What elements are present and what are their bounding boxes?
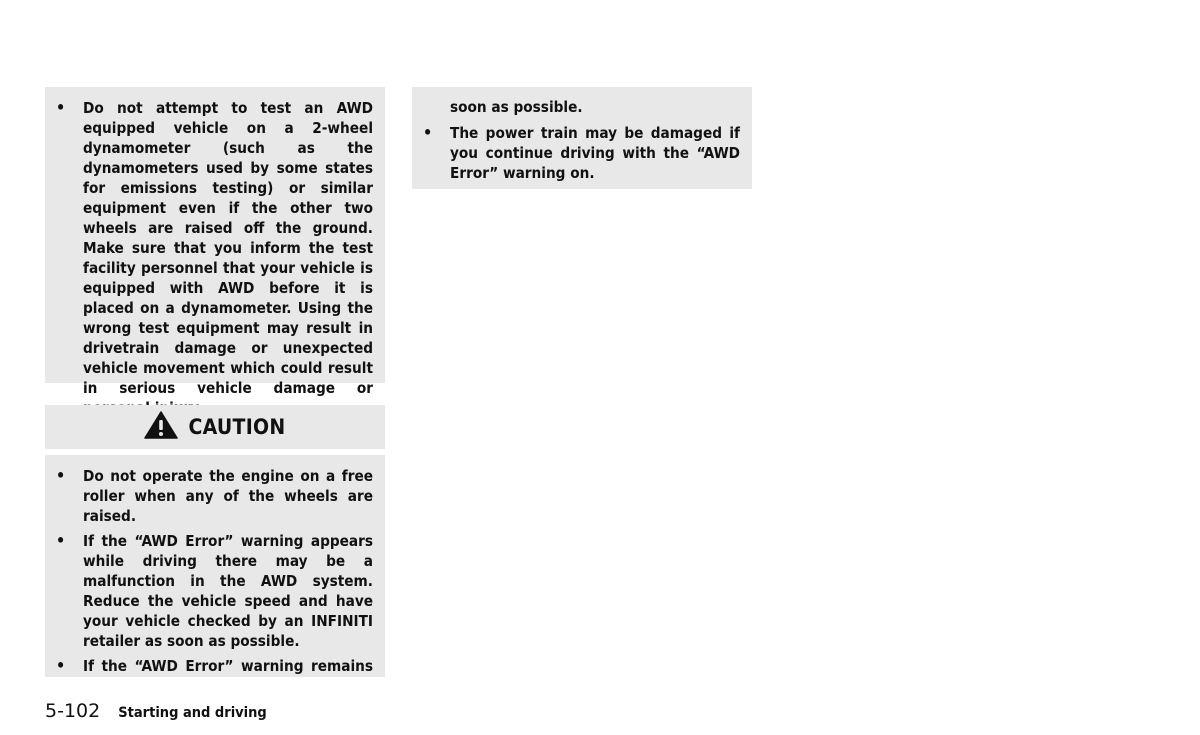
warning-list (45, 98, 385, 418)
warning-item: • Do not attempt to test an AWD equipped vehicle on a 2-wheel dynamometer (such as the dynamometers used by some states for emissions testing) or similar equipment even if the other two wheels are raised off the ground. Make sure that you inform the test facility personnel that your vehicle is equipped with AWD before it is placed on a dynamometer. Using the wrong test equipment may result in drivetrain damage or unexpected vehicle movement which could result in serious vehicle damage or (45, 98, 385, 418)
caution-item: • Do not operate the engine on a free roller when any of the wheels are raised. (45, 466, 385, 526)
section-name: Starting and driving (118, 705, 267, 721)
caution-list-continued (412, 123, 752, 183)
page-number: 5-102 (45, 700, 101, 722)
caution-box (45, 455, 385, 677)
continuation-text: soon as possible. (450, 98, 583, 116)
warning-box (45, 87, 385, 397)
caution-list (45, 466, 385, 677)
caution-continuation-box (412, 87, 752, 189)
page-footer (45, 700, 267, 722)
caution-item: • If the “AWD Error” warning appears while driving there may be a malfunction in the AWD system. Reduce the vehicle speed and have your vehicle checked by an INFINITI retailer as soon as possible. (45, 531, 385, 651)
caution-item: • The power train may be damaged if you continue driving with the “AWD Error” warning on. (412, 123, 752, 183)
caution-title: CAUTION (188, 415, 286, 439)
caution-header (45, 405, 385, 449)
caution-item: • If the “AWD Error” warning remains (45, 656, 385, 677)
warning-triangle-icon (144, 411, 178, 443)
